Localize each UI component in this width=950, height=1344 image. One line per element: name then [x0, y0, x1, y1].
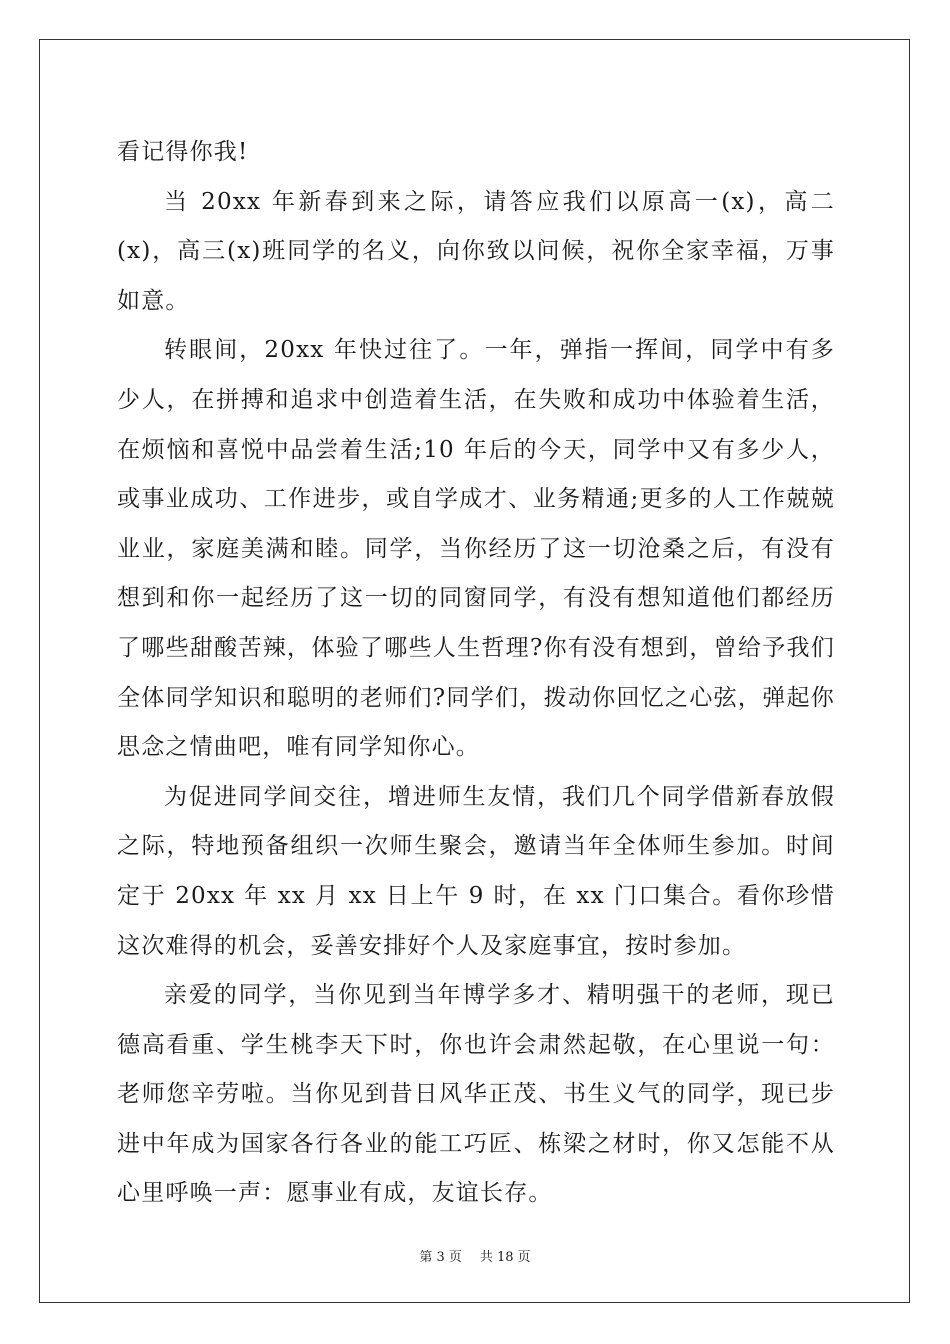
page-total: 共 18 页 — [479, 1250, 531, 1265]
paragraph: 看记得你我! — [117, 139, 249, 165]
page-number: 第 3 页 — [419, 1250, 462, 1265]
paragraph: 当 20xx 年新春到来之际，请答应我们以原高一(x)，高二(x)，高三(x)班同学的名义，向你致以问候，祝你全家幸福，万事如意。 — [117, 188, 835, 314]
paragraph: 转眼间，20xx 年快过往了。一年，弹指一挥间，同学中有多少人，在拼搏和追求中创造着生活，在失败和成功中体验着生活，在烦恼和喜悦中品尝着生活;10 年后的今天，同学中又有多少人，或事业成功、工作进步，或自学成才、业务精通;更多的人工作兢兢业业，家庭美满和睦。同学，当你经历了这一切沧桑之后，有没有想到和你一起经历了这一切的同窗同学，有没有想知道他们都经历了哪些甜酸苦辣，体验了哪些人生哲理?你有没有想到，曾给予我们全体同学知识和聪明的老师们?同学们，拨动你回忆之心弦，弹起你思念之情曲吧，唯有同学知你心。 — [117, 337, 835, 761]
page-footer — [0, 1248, 950, 1268]
paragraph: 亲爱的同学，当你见到当年博学多才、精明强干的老师，现已德高看重、学生桃李天下时，你也许会肃然起敬，在心里说一句：老师您辛劳啦。当你见到昔日风华正茂、书生义气的同学，现已步进中年成为国家各行各业的能工巧匠、栋梁之材时，你又怎能不从心里呼唤一声：愿事业有成，友谊长存。 — [117, 982, 835, 1207]
document-body — [117, 128, 835, 1219]
paragraph: 为促进同学间交往，增进师生友情，我们几个同学借新春放假之际，特地预备组织一次师生聚会，邀请当年全体师生参加。时间定于 20xx 年 xx 月 xx 日上午 9 时，在 xx 门口集合。看你珍惜这次难得的机会，妥善安排好个人及家庭事宜，按时参加。 — [117, 783, 835, 959]
